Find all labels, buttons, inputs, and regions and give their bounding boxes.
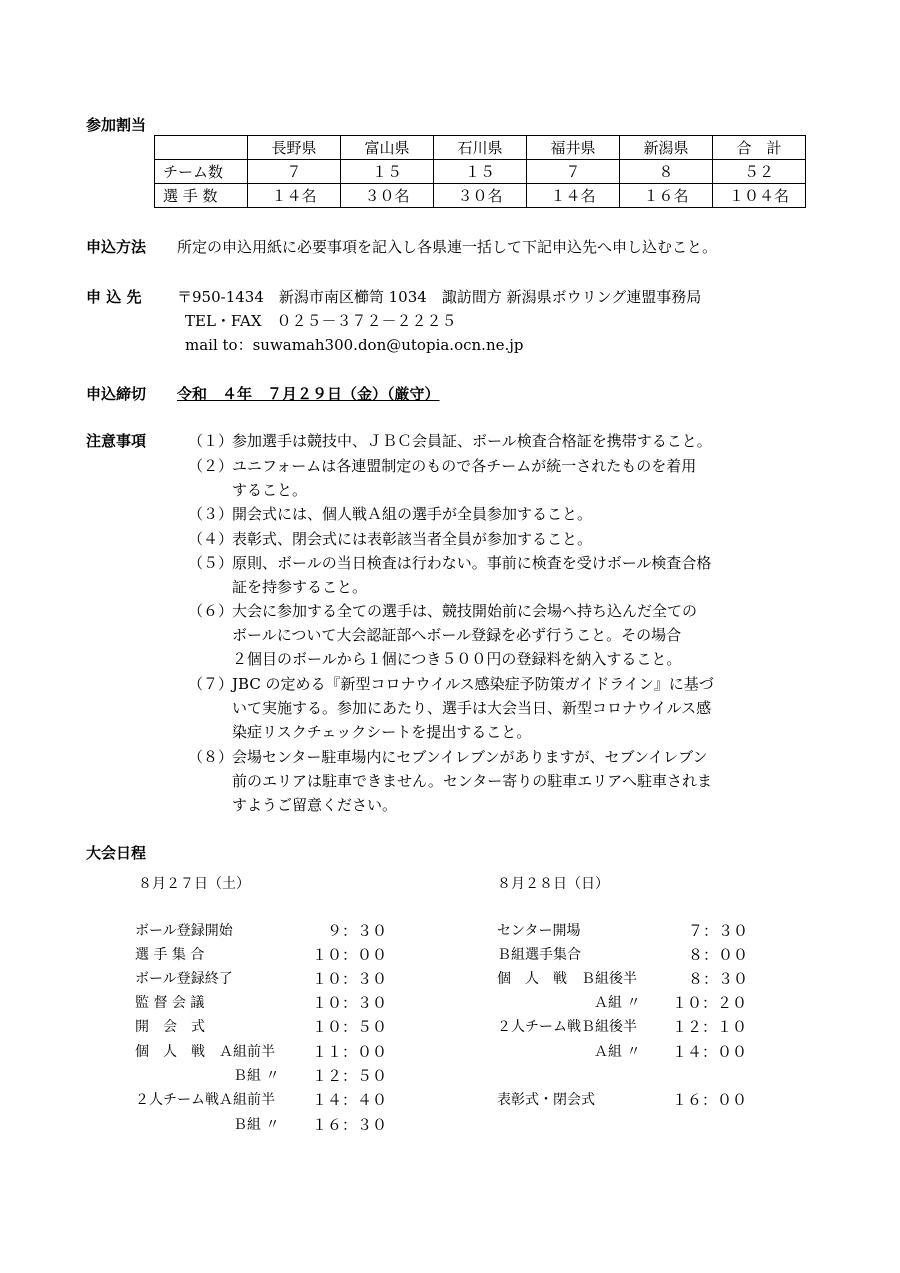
note-number: （１） (188, 432, 234, 450)
day1-time: １０：００ (312, 946, 388, 964)
day2-time: ８：３０ (688, 970, 749, 988)
note-number: （３） (188, 505, 234, 523)
table-cell: ５２ (713, 160, 806, 184)
table-corner-cell (155, 136, 248, 160)
schedule-label: 大会日程 (86, 844, 147, 862)
table-cell: １６名 (620, 184, 713, 208)
column-header: 新潟県 (620, 136, 713, 160)
day1-event: ボール登録開始 (135, 923, 233, 939)
day1-time: １４：４０ (312, 1091, 388, 1109)
note-text: ボールについて大会認証部へボール登録を必ず行うこと。その場合 (232, 626, 682, 644)
day1-time: １６：３０ (312, 1116, 388, 1134)
day2-time: １６：００ (672, 1091, 748, 1109)
column-header: 富山県 (341, 136, 434, 160)
table-cell: ８ (620, 160, 713, 184)
day2-event: Ａ組 〃 (594, 995, 641, 1011)
day1-event: ボール登録終了 (135, 971, 233, 987)
note-number: （７） (188, 675, 234, 693)
note-text: 開会式には、個人戦Ａ組の選手が全員参加すること。 (232, 505, 593, 523)
day1-event: 選 手 集 合 (135, 947, 205, 963)
day2-time: ７：３０ (688, 922, 749, 940)
day1-event: Ｂ組 〃 (233, 1068, 280, 1084)
note-text: 表彰式、閉会式には表彰該当者全員が参加すること。 (232, 530, 593, 548)
column-header: 長野県 (248, 136, 341, 160)
day2-event: センター開場 (497, 923, 581, 939)
column-header: 合 計 (713, 136, 806, 160)
note-text: JBC の定める『新型コロナウイルス感染症予防策ガイドライン』に基づ (232, 675, 714, 693)
table-cell: ７ (527, 160, 620, 184)
day1-time: １２：５０ (312, 1067, 388, 1085)
apply-method-label: 申込方法 (86, 238, 147, 256)
note-number: （５） (188, 554, 234, 572)
deadline-text: 令和 ４年 ７月２９日（金）（厳守） (177, 385, 440, 403)
day1-time: １０：５０ (312, 1018, 388, 1036)
table-cell: １４名 (248, 184, 341, 208)
day2-event: ２人チーム戦Ｂ組後半 (497, 1019, 637, 1035)
note-text: 大会に参加する全ての選手は、競技開始前に会場へ持ち込んだ全ての (232, 602, 698, 620)
note-text: 前のエリアは駐車できません。センター寄りの駐車エリアへ駐車されま (232, 772, 713, 790)
row-header: 選 手 数 (155, 184, 248, 208)
notes-label: 注意事項 (86, 432, 147, 450)
allocation-heading: 参加割当 (86, 116, 147, 134)
day1-time: １０：３０ (312, 994, 388, 1012)
table-row (155, 160, 806, 184)
table-header-row (155, 136, 806, 160)
day2-date: ８月２８日（日） (497, 876, 609, 892)
note-text: 参加選手は競技中、ＪＢＣ会員証、ボール検査合格証を携帯すること。 (232, 432, 712, 450)
note-number: （２） (188, 457, 234, 475)
column-header: 福井県 (527, 136, 620, 160)
apply-method-text: 所定の申込用紙に必要事項を記入し各県連一括して下記申込先へ申し込むこと。 (177, 238, 718, 256)
note-number: （８） (188, 748, 234, 766)
apply-to-address: 〒950-1434 新潟市南区櫛笥 1034 諏訪間方 新潟県ボウリング連盟事務局 (177, 288, 702, 306)
note-text: 証を持参すること。 (232, 578, 368, 596)
note-text: すようご留意ください。 (232, 796, 398, 814)
apply-to-tel: TEL・FAX ０２５－３７２－２２２５ (185, 312, 457, 330)
note-number: （４） (188, 530, 234, 548)
day1-event: Ｂ組 〃 (233, 1117, 280, 1133)
table-cell: ３０名 (341, 184, 434, 208)
day1-time: ９：３０ (327, 922, 388, 940)
day1-time: １０：３０ (312, 970, 388, 988)
day2-time: １４：００ (672, 1043, 748, 1061)
day1-time: １１：００ (312, 1043, 388, 1061)
note-text: ユニフォームは各連盟制定のもので各チームが統一されたものを着用 (232, 457, 697, 475)
apply-to-label: 申 込 先 (86, 288, 142, 306)
note-text: いて実施する。参加にあたり、選手は大会当日、新型コロナウイルス感 (232, 699, 712, 717)
table-cell: １４名 (527, 184, 620, 208)
note-number: （６） (188, 602, 234, 620)
day2-event: 表彰式・閉会式 (497, 1092, 595, 1108)
table-row (155, 184, 806, 208)
day2-time: ８：００ (688, 946, 749, 964)
day1-event: 監 督 会 議 (135, 995, 205, 1011)
day1-date: ８月２７日（土） (138, 876, 250, 892)
note-text: ２個目のボールから１個につき５００円の登録料を納入すること。 (232, 650, 682, 668)
row-header: チーム数 (155, 160, 248, 184)
table-cell: １５ (434, 160, 527, 184)
deadline-label: 申込締切 (86, 385, 147, 403)
table-cell: ３０名 (434, 184, 527, 208)
day2-event: Ｂ組選手集合 (497, 947, 581, 963)
table-cell: １５ (341, 160, 434, 184)
note-text: 染症リスクチェックシートを提出すること。 (232, 723, 532, 741)
day2-time: １０：２０ (672, 994, 748, 1012)
apply-to-mail: mail to：suwamah300.don@utopia.ocn.ne.jp (185, 336, 524, 354)
table-cell: １０４名 (713, 184, 806, 208)
day2-event: 個 人 戦 Ｂ組後半 (497, 971, 637, 987)
note-text: すること。 (232, 481, 308, 499)
note-text: 原則、ボールの当日検査は行わない。事前に検査を受けボール検査合格 (232, 554, 712, 572)
allocation-table (154, 135, 806, 208)
day1-event: 開 会 式 (135, 1019, 205, 1035)
note-text: 会場センター駐車場内にセブンイレブンがありますが、セブンイレブン (232, 748, 708, 766)
day2-event: Ａ組 〃 (594, 1044, 641, 1060)
day1-event: 個 人 戦 Ａ組前半 (135, 1044, 275, 1060)
table-cell: ７ (248, 160, 341, 184)
day1-event: ２人チーム戦Ａ組前半 (135, 1092, 275, 1108)
column-header: 石川県 (434, 136, 527, 160)
day2-time: １２：１０ (672, 1018, 748, 1036)
